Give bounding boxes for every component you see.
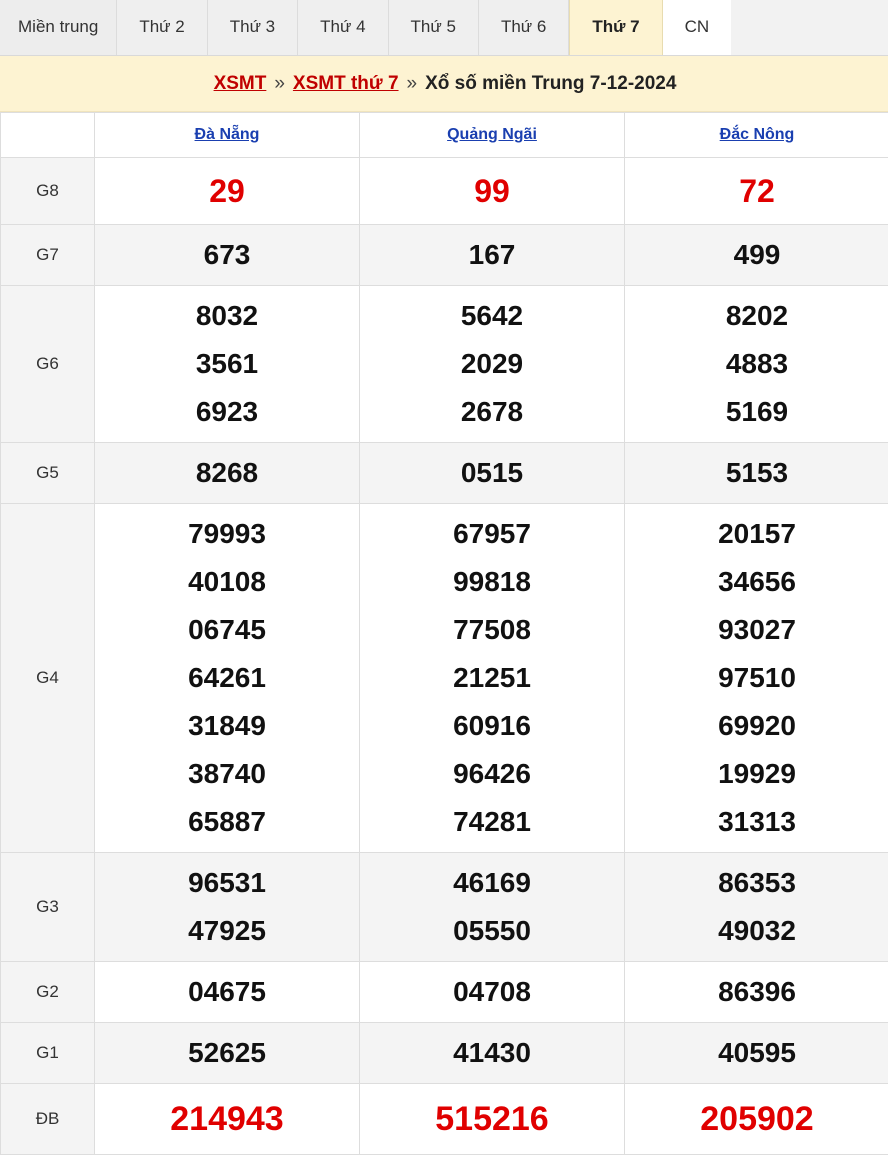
prize-numbers-cell	[360, 853, 625, 962]
breadcrumb	[0, 56, 888, 112]
prize-number: 2029	[360, 340, 624, 388]
tab-label: Thứ 7	[592, 17, 639, 37]
prize-numbers-cell	[95, 504, 360, 853]
prize-numbers-cell	[625, 853, 888, 962]
prize-number: 40108	[95, 558, 359, 606]
tab-label: Thứ 3	[230, 17, 275, 37]
prize-number: 167	[360, 231, 624, 279]
province-link-dac-nong[interactable]: Đắc Nông	[720, 126, 795, 143]
tab-label: Miền trung	[18, 17, 98, 37]
table-row	[1, 286, 888, 443]
prize-number: 04675	[95, 968, 359, 1016]
prize-numbers-cell	[95, 962, 360, 1023]
prize-label: G6	[1, 286, 95, 443]
header-corner	[1, 113, 95, 158]
table-row	[1, 504, 888, 853]
prize-number: 99	[360, 164, 624, 218]
prize-numbers-cell	[95, 443, 360, 504]
header-province-1	[95, 113, 360, 158]
prize-number: 5169	[625, 388, 888, 436]
prize-number: 96531	[95, 859, 359, 907]
prize-number: 86353	[625, 859, 888, 907]
prize-number: 205902	[625, 1090, 888, 1148]
breadcrumb-link-xsmt[interactable]: XSMT	[214, 73, 267, 95]
prize-numbers-cell	[360, 504, 625, 853]
prize-number: 31849	[95, 702, 359, 750]
tab-label: Thứ 4	[320, 17, 365, 37]
prize-number: 05550	[360, 907, 624, 955]
tab-thu-7[interactable]	[569, 0, 662, 55]
prize-number: 04708	[360, 968, 624, 1016]
prize-numbers-cell	[625, 1023, 888, 1084]
prize-label: G4	[1, 504, 95, 853]
prize-number: 65887	[95, 798, 359, 846]
table-row	[1, 443, 888, 504]
prize-label: G5	[1, 443, 95, 504]
prize-number: 21251	[360, 654, 624, 702]
prize-number: 52625	[95, 1029, 359, 1077]
prize-number: 19929	[625, 750, 888, 798]
province-link-da-nang[interactable]: Đà Nẵng	[195, 126, 260, 143]
prize-label: G2	[1, 962, 95, 1023]
prize-number: 4883	[625, 340, 888, 388]
prize-number: 99818	[360, 558, 624, 606]
prize-numbers-cell	[95, 286, 360, 443]
prize-number: 0515	[360, 449, 624, 497]
prize-numbers-cell	[625, 286, 888, 443]
prize-number: 6923	[95, 388, 359, 436]
prize-numbers-cell	[360, 962, 625, 1023]
prize-numbers-cell	[625, 504, 888, 853]
header-province-2	[360, 113, 625, 158]
prize-numbers-cell	[625, 962, 888, 1023]
prize-number: 96426	[360, 750, 624, 798]
table-row	[1, 225, 888, 286]
prize-numbers-cell	[95, 1023, 360, 1084]
tab-label: CN	[685, 17, 710, 37]
prize-numbers-cell	[360, 443, 625, 504]
prize-number: 06745	[95, 606, 359, 654]
prize-numbers-cell	[95, 158, 360, 225]
province-link-quang-ngai[interactable]: Quảng Ngãi	[447, 126, 537, 143]
prize-number: 69920	[625, 702, 888, 750]
prize-numbers-cell	[625, 225, 888, 286]
breadcrumb-separator: »	[407, 73, 418, 95]
prize-number: 60916	[360, 702, 624, 750]
prize-number: 3561	[95, 340, 359, 388]
tab-thu-4[interactable]	[298, 0, 388, 55]
prize-number: 499	[625, 231, 888, 279]
breadcrumb-current: Xổ số miền Trung 7-12-2024	[425, 73, 676, 95]
prize-number: 93027	[625, 606, 888, 654]
prize-numbers-cell	[95, 225, 360, 286]
prize-number: 31313	[625, 798, 888, 846]
tab-label: Thứ 5	[411, 17, 456, 37]
tab-label: Thứ 2	[139, 17, 184, 37]
prize-number: 214943	[95, 1090, 359, 1148]
prize-number: 8202	[625, 292, 888, 340]
prize-label: G7	[1, 225, 95, 286]
prize-number: 74281	[360, 798, 624, 846]
table-header-row	[1, 113, 888, 158]
prize-number: 41430	[360, 1029, 624, 1077]
prize-number: 5153	[625, 449, 888, 497]
prize-number: 72	[625, 164, 888, 218]
prize-number: 64261	[95, 654, 359, 702]
prize-number: 97510	[625, 654, 888, 702]
prize-number: 8268	[95, 449, 359, 497]
tab-thu-3[interactable]	[208, 0, 298, 55]
tab-thu-2[interactable]	[117, 0, 207, 55]
table-row	[1, 962, 888, 1023]
prize-label: G1	[1, 1023, 95, 1084]
prize-numbers-cell	[625, 158, 888, 225]
prize-number: 67957	[360, 510, 624, 558]
prize-number: 40595	[625, 1029, 888, 1077]
prize-label: G3	[1, 853, 95, 962]
prize-label: ĐB	[1, 1084, 95, 1155]
prize-number: 5642	[360, 292, 624, 340]
tab-label: Thứ 6	[501, 17, 546, 37]
prize-numbers-cell	[360, 1084, 625, 1155]
prize-number: 673	[95, 231, 359, 279]
tab-thu-6[interactable]	[479, 0, 569, 55]
table-row	[1, 853, 888, 962]
prize-number: 49032	[625, 907, 888, 955]
prize-number: 46169	[360, 859, 624, 907]
prize-number: 20157	[625, 510, 888, 558]
tab-thu-5[interactable]	[389, 0, 479, 55]
prize-numbers-cell	[360, 286, 625, 443]
header-province-3	[625, 113, 888, 158]
prize-numbers-cell	[95, 1084, 360, 1155]
prize-number: 34656	[625, 558, 888, 606]
prize-numbers-cell	[360, 1023, 625, 1084]
prize-numbers-cell	[360, 225, 625, 286]
prize-numbers-cell	[625, 443, 888, 504]
prize-number: 86396	[625, 968, 888, 1016]
prize-numbers-cell	[95, 853, 360, 962]
table-body	[1, 158, 888, 1155]
breadcrumb-separator: »	[274, 73, 285, 95]
tab-mien-trung[interactable]	[0, 0, 117, 55]
table-row	[1, 158, 888, 225]
prize-number: 38740	[95, 750, 359, 798]
prize-number: 79993	[95, 510, 359, 558]
breadcrumb-link-xsmt-thu-7[interactable]: XSMT thứ 7	[293, 73, 399, 95]
tab-bar	[0, 0, 888, 56]
table-row	[1, 1023, 888, 1084]
prize-numbers-cell	[360, 158, 625, 225]
prize-number: 515216	[360, 1090, 624, 1148]
table-row	[1, 1084, 888, 1155]
prize-number: 2678	[360, 388, 624, 436]
prize-label: G8	[1, 158, 95, 225]
prize-number: 77508	[360, 606, 624, 654]
lottery-results-table	[0, 112, 888, 1155]
prize-number: 29	[95, 164, 359, 218]
prize-number: 8032	[95, 292, 359, 340]
prize-numbers-cell	[625, 1084, 888, 1155]
prize-number: 47925	[95, 907, 359, 955]
tab-cn[interactable]	[663, 0, 732, 55]
